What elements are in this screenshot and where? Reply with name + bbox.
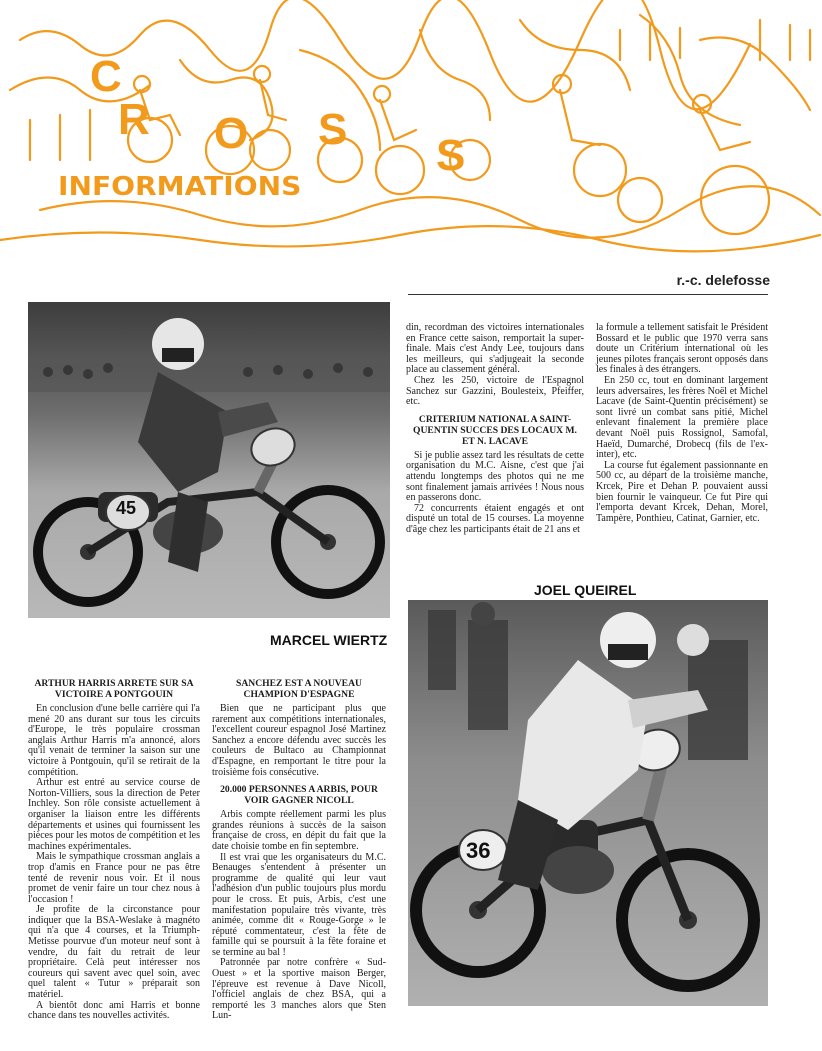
paragraph: Chez les 250, victoire de l'Espagnol Sanchez sur Gazzini, Boulesteix, Pfeiffer, etc. [406, 374, 584, 408]
paragraph: Il est vrai que les organisateurs du M.C. Benauges s'entendent à présenter un programme de qualité qui leur vaut l'adhésion d'un public toujours plus mordu pour le cross. Et puis, Arbis, c'est une manifestation populaire très vivante, très animée, comme dit « Rouge-Gorge » le réputé commentateur, c'est la fête de famille qui se poursuit à la fête foraine et se termine au bal ! [212, 851, 386, 958]
caption-joel-queirel: JOEL QUEIREL [534, 582, 637, 598]
column-bottom-middle [212, 676, 386, 1022]
title-letter-s1: S [318, 105, 348, 154]
author-byline: r.-c. delefosse [676, 272, 770, 288]
header-subtitle: INFORMATIONS [58, 172, 302, 202]
paragraph: Arthur est entré au service course de Norton-Villiers, sous la direction de Peter Inchley. Son rôle consiste actuellement à organiser la liaison entre les différents départements et usines qui fournissent les pièces pour les motos de compétition et les machines expérimentales. [28, 777, 200, 852]
number-plate-36: 36 [466, 838, 491, 863]
paragraph: Bien que ne participant plus que rarement aux compétitions internationales, l'excellent coureur espagnol José Martinez Sanchez a encore défendu avec succès les couleurs de Bultaco au Championnat d'Espagne, en remportant le titre pour la troisième fois consécutive. [212, 703, 386, 778]
rider-photo-image [28, 302, 390, 618]
paragraph: En conclusion d'une belle carrière qui l'a mené 20 ans durant sur tous les circuits d'Europe, le très populaire crossman anglais Arthur Harris m'a annoncé, alors qu'il venait de terminer la saison sur une victoire à Pontgouin, qu'il se retirait de la compétition. [28, 703, 200, 778]
section-heading-sanchez: SANCHEZ EST A NOUVEAU CHAMPION D'ESPAGNE [236, 678, 362, 700]
paragraph: La course fut également passionnante en 500 cc, au départ de la troisième manche, Krcek, Pire et Dehan P. pouvaient aussi bien fournir le vainqueur. Ce fut Pire qui l'emporta devant Krcek, Dehan, Morel, Tampère, Ponthieu, Catinat, Garnier, etc. [596, 459, 768, 524]
caption-marcel-wiertz: MARCEL WIERTZ [270, 632, 388, 648]
paragraph: Si je publie assez tard les résultats de cette organisation du M.C. Aisne, c'est que j'ai attendu longtemps des photos qui ne me sont finalement jamais arrivées ! Nous nous en passerons donc. [406, 449, 584, 504]
header-banner [0, 0, 822, 262]
column-top-right [596, 323, 768, 524]
paragraph: En 250 cc, tout en dominant largement leurs adversaires, les frères Noël et Michel Lacave (de Saint-Quentin précisément) se sont livré un combat sans pitié, Michel enlevant finalement la première place devant Noël puis Rossignol, Samofal, Haeïd, Dumarché, Drobecq (fils de l'ex-inter), etc. [596, 374, 768, 461]
section-heading-harris: ARTHUR HARRIS ARRETE SUR SA VICTOIRE A PONTGOUIN [34, 678, 194, 700]
section-heading-arbis: 20.000 PERSONNES A ARBIS, POUR VOIR GAGNER NICOLL [220, 784, 378, 807]
paragraph: 72 concurrents étaient engagés et ont disputé un total de 15 courses. La moyenne d'âge chez les participants était de 21 ans et [406, 502, 584, 535]
title-letter-c: C [90, 52, 122, 101]
section-heading-criterium: CRITERIUM NATIONAL A SAINT-QUENTIN SUCCES DES LOCAUX M. ET N. LACAVE [413, 413, 577, 447]
paragraph: din, recordman des victoires internationales en France cette saison, remportait la super-finale. Mais c'est Andy Lee, toujours dans les meilleurs, qui s'adjugeait la seconde place au classement général. [406, 322, 584, 376]
paragraph: Mais le sympathique crossman anglais a trop d'amis en France pour ne pas être tenté de revenir nous voir. Et il nous promet de venir faire un tour chez nous à l'occasion ! [28, 851, 200, 905]
title-letter-s2: S [436, 131, 466, 180]
number-plate-45: 45 [116, 498, 137, 518]
column-top-middle [406, 323, 584, 536]
paragraph: Je profite de la circonstance pour indiquer que la BSA-Weslake à magnéto qui n'a que 4 courses, et la Triumph-Metisse pourvue d'un moteur neuf sont à vendre, du fait du retrait de leur propriétaire. Celà peut intéresser nos coureurs qui savent avec quel soin, avec quel talent « Tutur » préparait son matériel. [28, 904, 200, 1001]
column-bottom-left [28, 676, 200, 1022]
title-letter-o: O [214, 109, 249, 158]
byline-rule [408, 294, 768, 295]
title-letter-r: R [118, 95, 150, 144]
paragraph: la formule a tellement satisfait le Président Bossard et le public que 1970 verra sans doute un Critérium international où les jeunes pilotes français seront opposés dans les finales à des étrangers. [596, 322, 768, 376]
paragraph: A bientôt donc ami Harris et bonne chance dans tes nouvelles activités. [28, 999, 200, 1022]
paragraph: Patronnée par notre confrère « Sud-Ouest » et la sportive maison Berger, l'épreuve est revenue à Dave Nicoll, l'officiel anglais de chez BSA, qui a remporté les 3 manches alors que Sten Lun- [212, 957, 386, 1022]
photo-joel-queirel [408, 600, 768, 1006]
paragraph: Arbis compte réellement parmi les plus grandes réunions à succès de la saison française de cross, en dépit du fait que la date choisie tombe en fin septembre. [212, 809, 386, 852]
photo-marcel-wiertz [28, 302, 390, 618]
rider-photo-image [408, 600, 768, 1006]
